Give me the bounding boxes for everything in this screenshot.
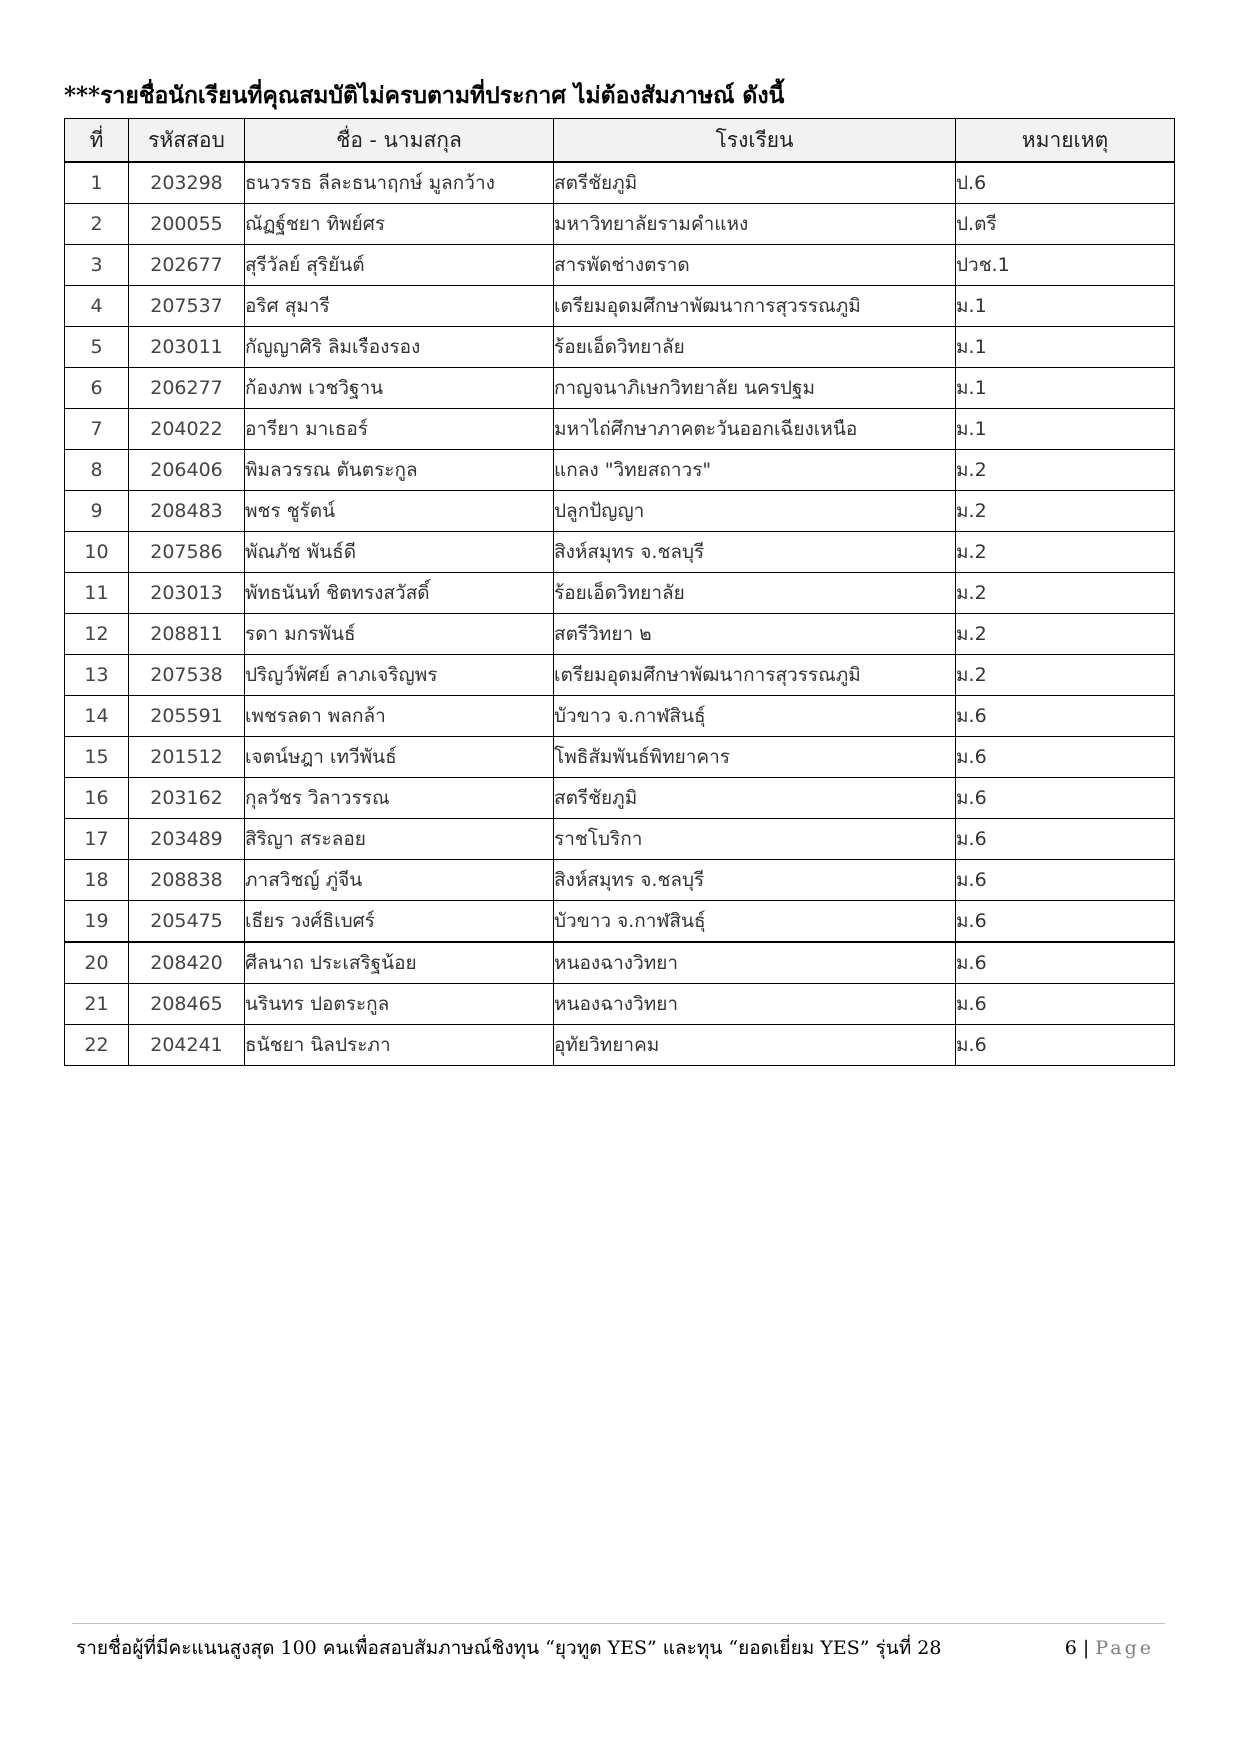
school-name: บัวขาว จ.กาฬสินธุ์ [554,901,956,943]
remark: ม.6 [956,819,1175,860]
row-number: 19 [65,901,129,943]
school-name: สิงห์สมุทร จ.ชลบุรี [554,532,956,573]
row-number: 21 [65,984,129,1025]
row-number: 9 [65,491,129,532]
exam-id: 201512 [129,737,245,778]
remark: ม.1 [956,368,1175,409]
remark: ม.6 [956,901,1175,943]
row-number: 20 [65,942,129,984]
table-row [65,450,1175,491]
table-row [65,819,1175,860]
remark: ม.1 [956,327,1175,368]
row-number: 18 [65,860,129,901]
page-number: 6 [1064,1637,1077,1659]
remark: ม.2 [956,491,1175,532]
school-name: ร้อยเอ็ดวิทยาลัย [554,327,956,368]
school-name: ราชโบริกา [554,819,956,860]
table-header-row [65,119,1175,163]
remark: ม.6 [956,696,1175,737]
exam-id: 208838 [129,860,245,901]
school-name: มหาวิทยาลัยรามคำแหง [554,204,956,245]
table-row [65,573,1175,614]
remark: ม.2 [956,655,1175,696]
school-name: กาญจนาภิเษกวิทยาลัย นครปฐม [554,368,956,409]
table-row [65,327,1175,368]
exam-id: 202677 [129,245,245,286]
student-name: พิมลวรรณ ตันตระกูล [245,450,554,491]
school-name: เตรียมอุดมศึกษาพัฒนาการสุวรรณภูมิ [554,655,956,696]
student-name: รดา มกรพันธ์ [245,614,554,655]
table-row [65,655,1175,696]
remark: ม.1 [956,286,1175,327]
table-row [65,737,1175,778]
row-number: 11 [65,573,129,614]
student-name: กุลวัชร วิลาวรรณ [245,778,554,819]
remark: ม.6 [956,942,1175,984]
remark: ม.6 [956,737,1175,778]
student-name: ปริญว์พัศย์ ลาภเจริญพร [245,655,554,696]
student-name: เจตน์ษฎา เทวีพันธ์ [245,737,554,778]
student-name: ธนวรรธ ลีละธนาฤกษ์ มูลกว้าง [245,162,554,204]
table-row [65,162,1175,204]
school-name: เตรียมอุดมศึกษาพัฒนาการสุวรรณภูมิ [554,286,956,327]
row-number: 13 [65,655,129,696]
exam-id: 203013 [129,573,245,614]
student-name: ธนัชยา นิลประภา [245,1025,554,1066]
page-indicator [1065,1632,1154,1664]
remark: ม.2 [956,573,1175,614]
table-row [65,778,1175,819]
remark: ม.2 [956,532,1175,573]
remark: ป.ตรี [956,204,1175,245]
table-row [65,286,1175,327]
school-name: สตรีวิทยา ๒ [554,614,956,655]
student-name: อริศ สุมารี [245,286,554,327]
student-name: นรินทร ปอตระกูล [245,984,554,1025]
exam-id: 200055 [129,204,245,245]
school-name: หนองฉางวิทยา [554,984,956,1025]
remark: ป.6 [956,162,1175,204]
table-row [65,614,1175,655]
exam-id: 206277 [129,368,245,409]
row-number: 17 [65,819,129,860]
remark: ม.2 [956,450,1175,491]
row-number: 14 [65,696,129,737]
table-row [65,860,1175,901]
school-name: อุทัยวิทยาคม [554,1025,956,1066]
page-separator: | [1082,1637,1090,1659]
student-name: สิริญา สระลอย [245,819,554,860]
student-name: กัญญาศิริ ลิมเรืองรอง [245,327,554,368]
remark: ม.6 [956,984,1175,1025]
page-label: Page [1095,1637,1154,1659]
table-row [65,204,1175,245]
row-number: 6 [65,368,129,409]
row-number: 5 [65,327,129,368]
exam-id: 207537 [129,286,245,327]
remark: ม.1 [956,409,1175,450]
exam-id: 207538 [129,655,245,696]
footer-divider [72,1623,1165,1624]
exam-id: 205475 [129,901,245,943]
exam-id: 203162 [129,778,245,819]
school-name: บัวขาว จ.กาฬสินธุ์ [554,696,956,737]
row-number: 10 [65,532,129,573]
student-name: เพชรลดา พลกล้า [245,696,554,737]
exam-id: 204241 [129,1025,245,1066]
row-number: 3 [65,245,129,286]
table-row [65,409,1175,450]
school-name: หนองฉางวิทยา [554,942,956,984]
student-name: เธียร วงศ์ธิเบศร์ [245,901,554,943]
student-name: ศีลนาถ ประเสริฐน้อย [245,942,554,984]
row-number: 22 [65,1025,129,1066]
exam-id: 208811 [129,614,245,655]
table-row [65,532,1175,573]
footer-text: รายชื่อผู้ที่มีคะแนนสูงสุด 100 คนเพื่อสอบสัมภาษณ์ชิงทุน “ยุวทูต YES” และทุน “ยอดเยี่ยม YES” รุ่นที่ 28 [76,1637,942,1659]
remark: ม.6 [956,1025,1175,1066]
row-number: 16 [65,778,129,819]
school-name: สารพัดช่างตราด [554,245,956,286]
exam-id: 208420 [129,942,245,984]
table-row [65,368,1175,409]
student-name: ก้องภพ เวชวิฐาน [245,368,554,409]
row-number: 4 [65,286,129,327]
student-name: พัณภัช พันธ์ดี [245,532,554,573]
student-name: พชร ชูรัตน์ [245,491,554,532]
exam-id: 208465 [129,984,245,1025]
table-row [65,491,1175,532]
row-number: 12 [65,614,129,655]
row-number: 2 [65,204,129,245]
header-remark: หมายเหตุ [956,119,1175,163]
student-name: ภาสวิชญ์ ภู่จีน [245,860,554,901]
table-row [65,942,1175,984]
table-row [65,696,1175,737]
row-number: 15 [65,737,129,778]
table-row [65,1025,1175,1066]
exam-id: 203298 [129,162,245,204]
page-title: ***รายชื่อนักเรียนที่คุณสมบัติไม่ครบตามที่ประกาศ ไม่ต้องสัมภาษณ์ ดังนี้ [64,82,785,109]
student-name: พัทธนันท์ ชิตทรงสวัสดิ์ [245,573,554,614]
school-name: สตรีชัยภูมิ [554,778,956,819]
remark: ม.2 [956,614,1175,655]
school-name: แกลง "วิทยสถาวร" [554,450,956,491]
school-name: มหาไถ่ศึกษาภาคตะวันออกเฉียงเหนือ [554,409,956,450]
header-school: โรงเรียน [554,119,956,163]
remark: ม.6 [956,860,1175,901]
exam-id: 203489 [129,819,245,860]
page-footer [76,1632,1166,1664]
row-number: 8 [65,450,129,491]
row-number: 7 [65,409,129,450]
student-name: ณัฏฐ์ชยา ทิพย์ศร [245,204,554,245]
school-name: โพธิสัมพันธ์พิทยาคาร [554,737,956,778]
remark: ปวช.1 [956,245,1175,286]
remark: ม.6 [956,778,1175,819]
exam-id: 206406 [129,450,245,491]
table-row [65,245,1175,286]
school-name: ร้อยเอ็ดวิทยาลัย [554,573,956,614]
row-number: 1 [65,162,129,204]
table-body [65,162,1175,1066]
school-name: สตรีชัยภูมิ [554,162,956,204]
exam-id: 203011 [129,327,245,368]
student-table [64,118,1175,1066]
exam-id: 204022 [129,409,245,450]
student-name: สุรีวัลย์ สุริยันต์ [245,245,554,286]
school-name: ปลูกปัญญา [554,491,956,532]
header-full-name: ชื่อ - นามสกุล [245,119,554,163]
exam-id: 207586 [129,532,245,573]
table-row [65,901,1175,943]
header-number: ที่ [65,119,129,163]
exam-id: 205591 [129,696,245,737]
exam-id: 208483 [129,491,245,532]
school-name: สิงห์สมุทร จ.ชลบุรี [554,860,956,901]
table-row [65,984,1175,1025]
student-name: อารียา มาเธอร์ [245,409,554,450]
header-exam-id: รหัสสอบ [129,119,245,163]
